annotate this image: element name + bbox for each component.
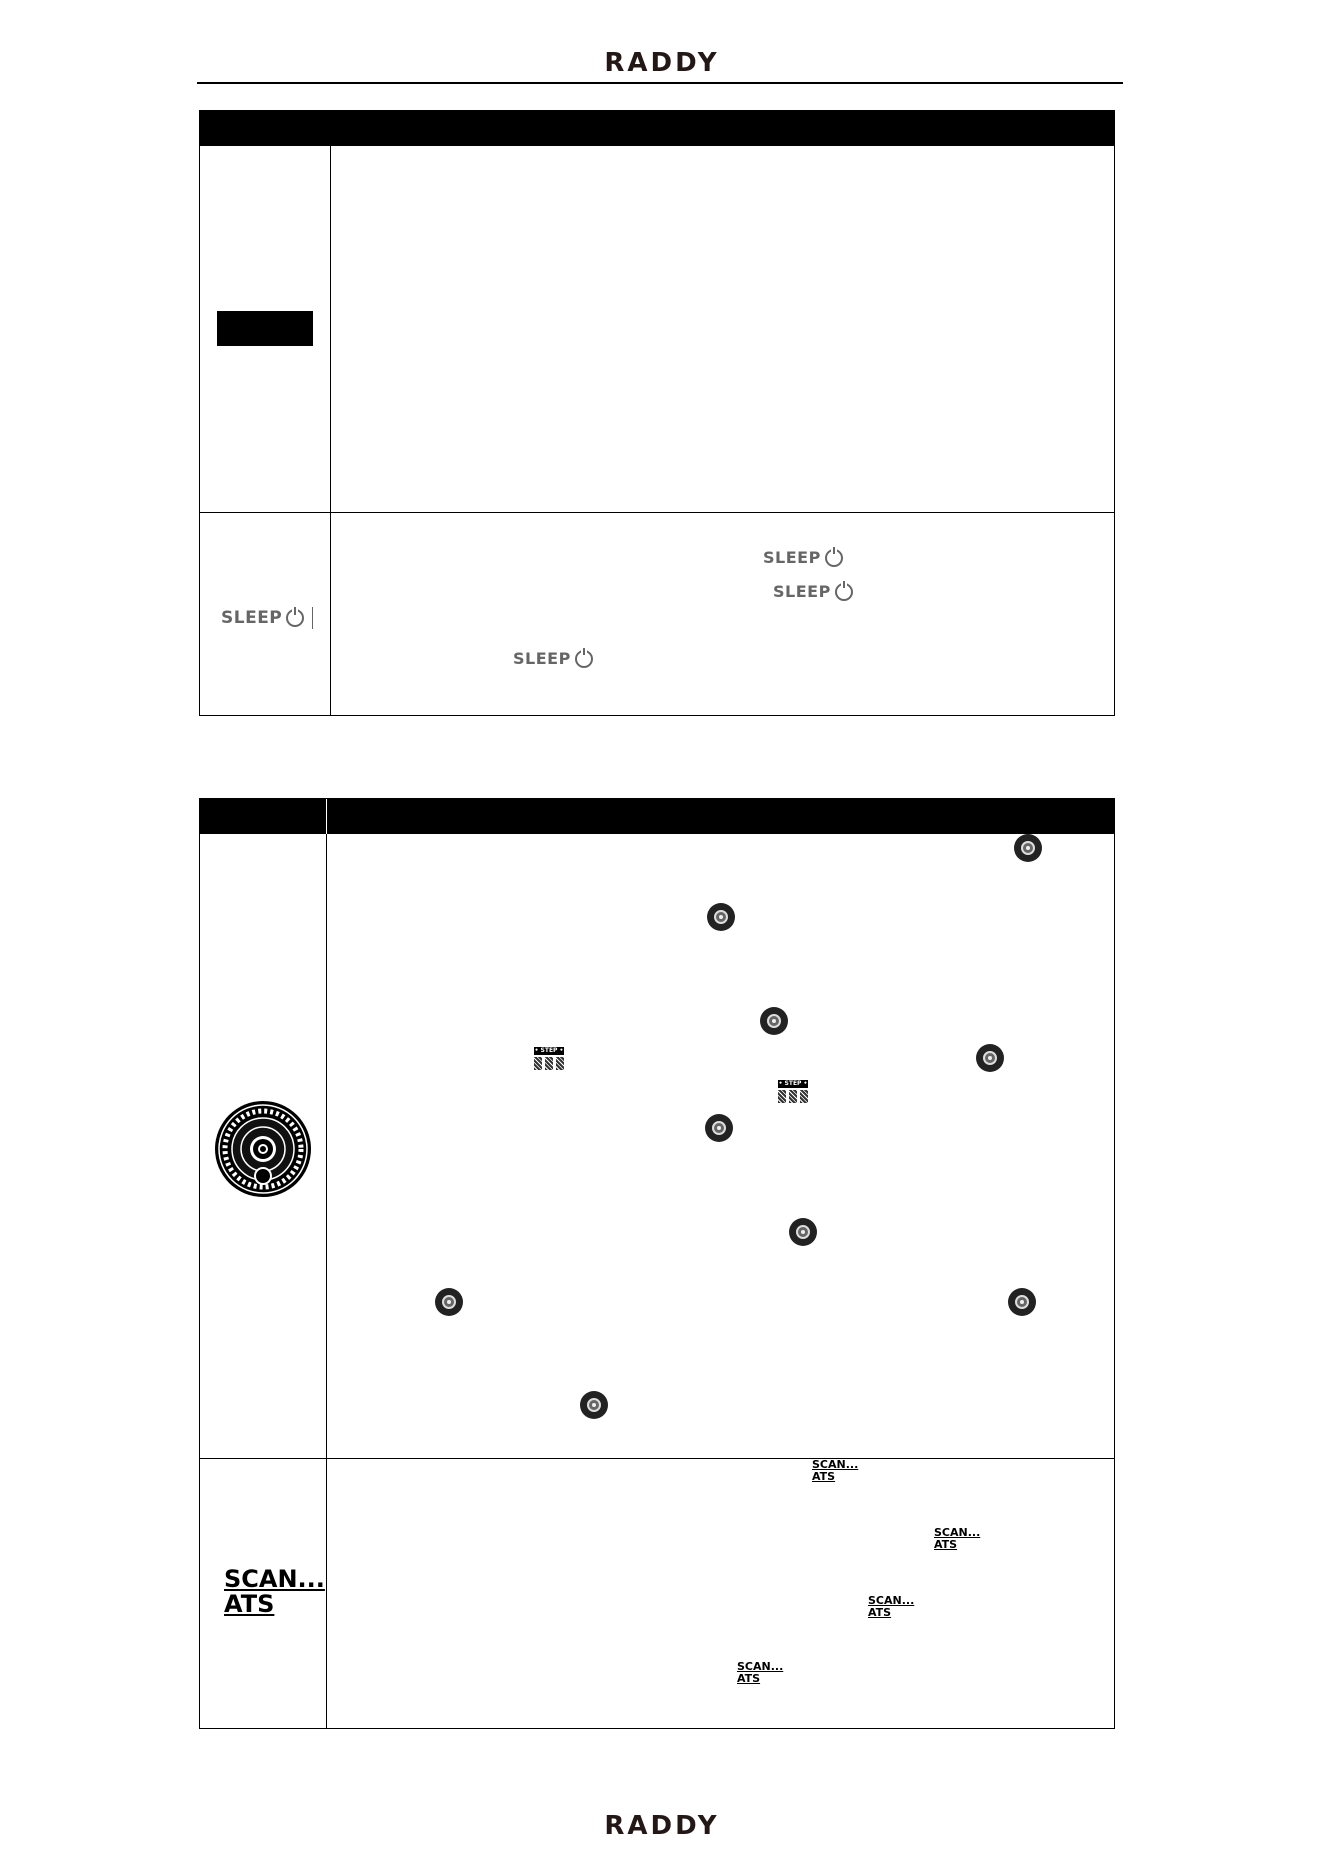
header-logo: RADDY [604,48,720,78]
scan-text: SCAN... [224,1565,325,1593]
table-2-header-divider [326,799,327,834]
inline-knob-icon [760,1007,788,1035]
step-tag: • STEP • [534,1047,564,1054]
table-2-header [200,799,1114,834]
step-tag: • STEP • [778,1080,808,1087]
power-icon [286,609,304,627]
power-icon [825,549,843,567]
inline-scan-ats-icon [737,1661,783,1684]
power-icon [575,650,593,668]
table-2-row-divider [200,1458,1114,1459]
row-2-sleep-button-icon [221,607,313,629]
table-1-row-divider [200,512,1114,513]
scan-text: SCAN... [737,1660,784,1673]
power-icon [835,583,853,601]
inline-knob-icon [1008,1288,1036,1316]
scan-text: SCAN... [812,1458,859,1471]
footer-logo: RADDY [604,1811,720,1841]
scan-text: SCAN... [934,1526,981,1539]
table-1-header [200,111,1114,146]
scan-text: SCAN... [868,1594,915,1607]
inline-knob-icon [1014,834,1042,862]
row-2-scan-ats-label [224,1567,325,1617]
ats-text: ATS [224,1590,275,1619]
sleep-label: SLEEP [773,582,831,601]
row-1-label-block [217,311,313,346]
inline-scan-ats-icon [868,1595,914,1618]
control-table-1 [199,110,1115,716]
sleep-label: SLEEP [221,608,283,628]
control-table-2 [199,798,1115,1729]
inline-knob-icon [705,1114,733,1142]
inline-scan-ats-icon [934,1527,980,1550]
table-1-column-divider [330,146,331,715]
divider-mark [312,607,313,629]
inline-sleep-icon-2 [773,582,853,601]
tuning-knob-icon [214,1100,312,1198]
inline-knob-icon [580,1391,608,1419]
inline-knob-icon [789,1218,817,1246]
inline-knob-icon [707,903,735,931]
inline-knob-icon [976,1044,1004,1072]
table-2-column-divider [326,834,327,1728]
inline-step-icon [778,1080,808,1104]
ats-text: ATS [868,1605,892,1619]
ats-text: ATS [812,1469,836,1483]
inline-knob-icon [435,1288,463,1316]
ats-text: ATS [934,1537,958,1551]
inline-sleep-icon-3 [513,649,593,668]
inline-step-icon [534,1047,564,1071]
sleep-label: SLEEP [763,548,821,567]
sleep-label: SLEEP [513,649,571,668]
header-rule [197,82,1123,84]
inline-sleep-icon-1 [763,548,843,567]
inline-scan-ats-icon [812,1459,858,1482]
ats-text: ATS [737,1671,761,1685]
